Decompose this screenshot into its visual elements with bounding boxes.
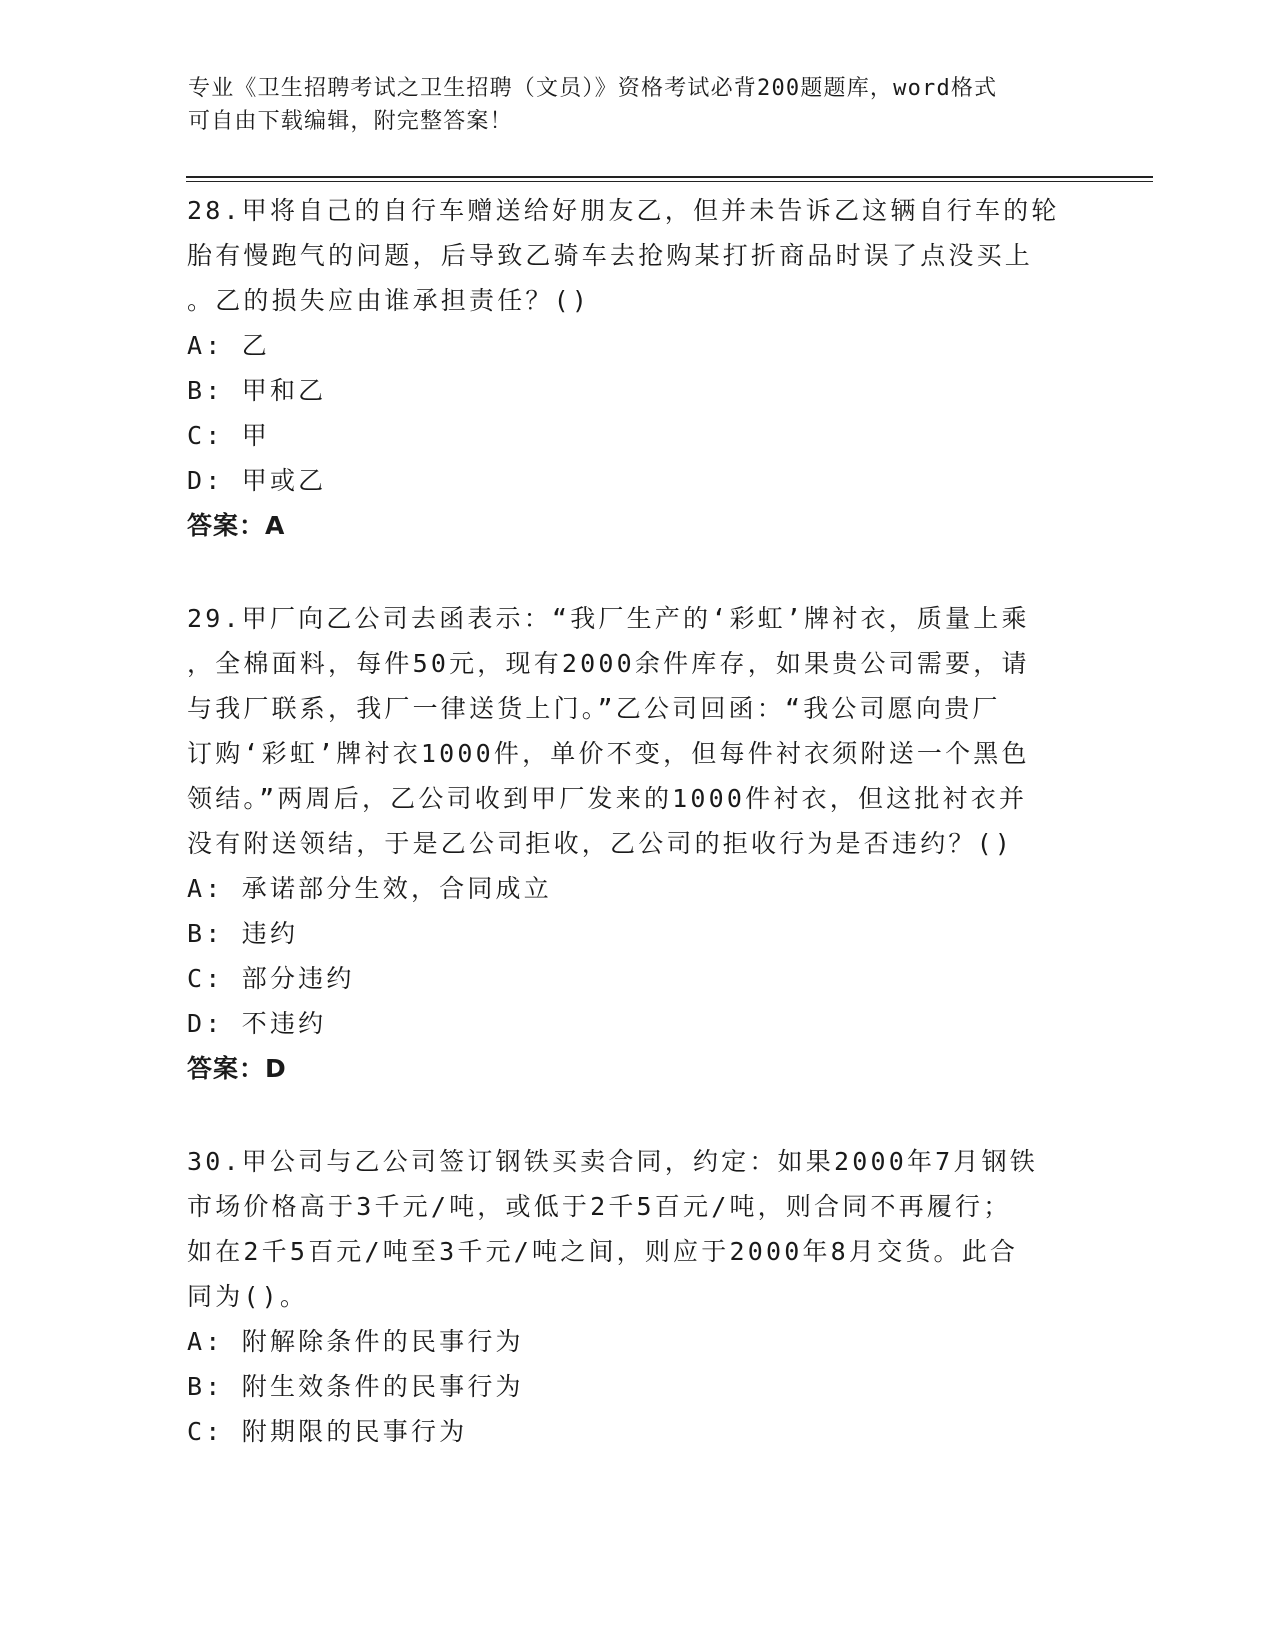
header-line-1: 专业《卫生招聘考试之卫生招聘（文员）》资格考试必背200题题库，word格式	[188, 76, 998, 101]
option-d: D: 甲或乙	[187, 466, 327, 495]
question-stem-line: 领结。”两周后，乙公司收到甲厂发来的1000件衬衣，但这批衬衣并	[187, 784, 1028, 813]
option-c: C: 部分违约	[187, 964, 355, 993]
question-stem-line: 28.甲将自己的自行车赠送给好朋友乙，但并未告诉乙这辆自行车的轮	[187, 196, 1060, 225]
answer-key: 答案：D	[187, 1054, 287, 1083]
question-stem-line: 胎有慢跑气的问题，后导致乙骑车去抢购某打折商品时误了点没买上	[187, 241, 1034, 270]
question-28	[187, 188, 1082, 548]
question-list	[187, 188, 1082, 1502]
option-c: C: 附期限的民事行为	[187, 1417, 468, 1446]
option-a: A: 承诺部分生效，合同成立	[187, 874, 552, 903]
header-line-2: 可自由下载编辑，附完整答案！	[188, 109, 513, 134]
document-header	[188, 72, 1088, 138]
question-stem-line: 与我厂联系，我厂一律送货上门。”乙公司回函：“我公司愿向贵厂	[187, 694, 1001, 723]
question-29	[187, 596, 1082, 1091]
question-stem-line: 订购‘彩虹’牌衬衣1000件，单价不变，但每件衬衣须附送一个黑色	[187, 739, 1030, 768]
header-divider-thin	[186, 181, 1153, 182]
option-b: B: 甲和乙	[187, 376, 327, 405]
option-a: A: 乙	[187, 331, 270, 360]
option-c: C: 甲	[187, 421, 270, 450]
question-stem-line: ，全棉面料，每件50元，现有2000余件库存，如果贵公司需要，请	[187, 649, 1030, 678]
question-stem-line: 。乙的损失应由谁承担责任？()	[187, 286, 591, 315]
option-b: B: 附生效条件的民事行为	[187, 1372, 524, 1401]
header-divider-thick	[186, 176, 1153, 178]
question-30	[187, 1139, 1082, 1454]
answer-key: 答案：A	[187, 511, 286, 540]
question-stem-line: 29.甲厂向乙公司去函表示：“我厂生产的‘彩虹’牌衬衣，质量上乘	[187, 604, 1030, 633]
question-stem-line: 30.甲公司与乙公司签订钢铁买卖合同，约定：如果2000年7月钢铁	[187, 1147, 1039, 1176]
question-stem-line: 市场价格高于3千元/吨，或低于2千5百元/吨，则合同不再履行；	[187, 1192, 1012, 1221]
option-d: D: 不违约	[187, 1009, 327, 1038]
option-b: B: 违约	[187, 919, 299, 948]
question-stem-line: 如在2千5百元/吨至3千元/吨之间，则应于2000年8月交货。此合	[187, 1237, 1019, 1266]
question-stem-line: 没有附送领结，于是乙公司拒收，乙公司的拒收行为是否违约？()	[187, 829, 1014, 858]
question-stem-line: 同为()。	[187, 1282, 309, 1311]
option-a: A: 附解除条件的民事行为	[187, 1327, 524, 1356]
